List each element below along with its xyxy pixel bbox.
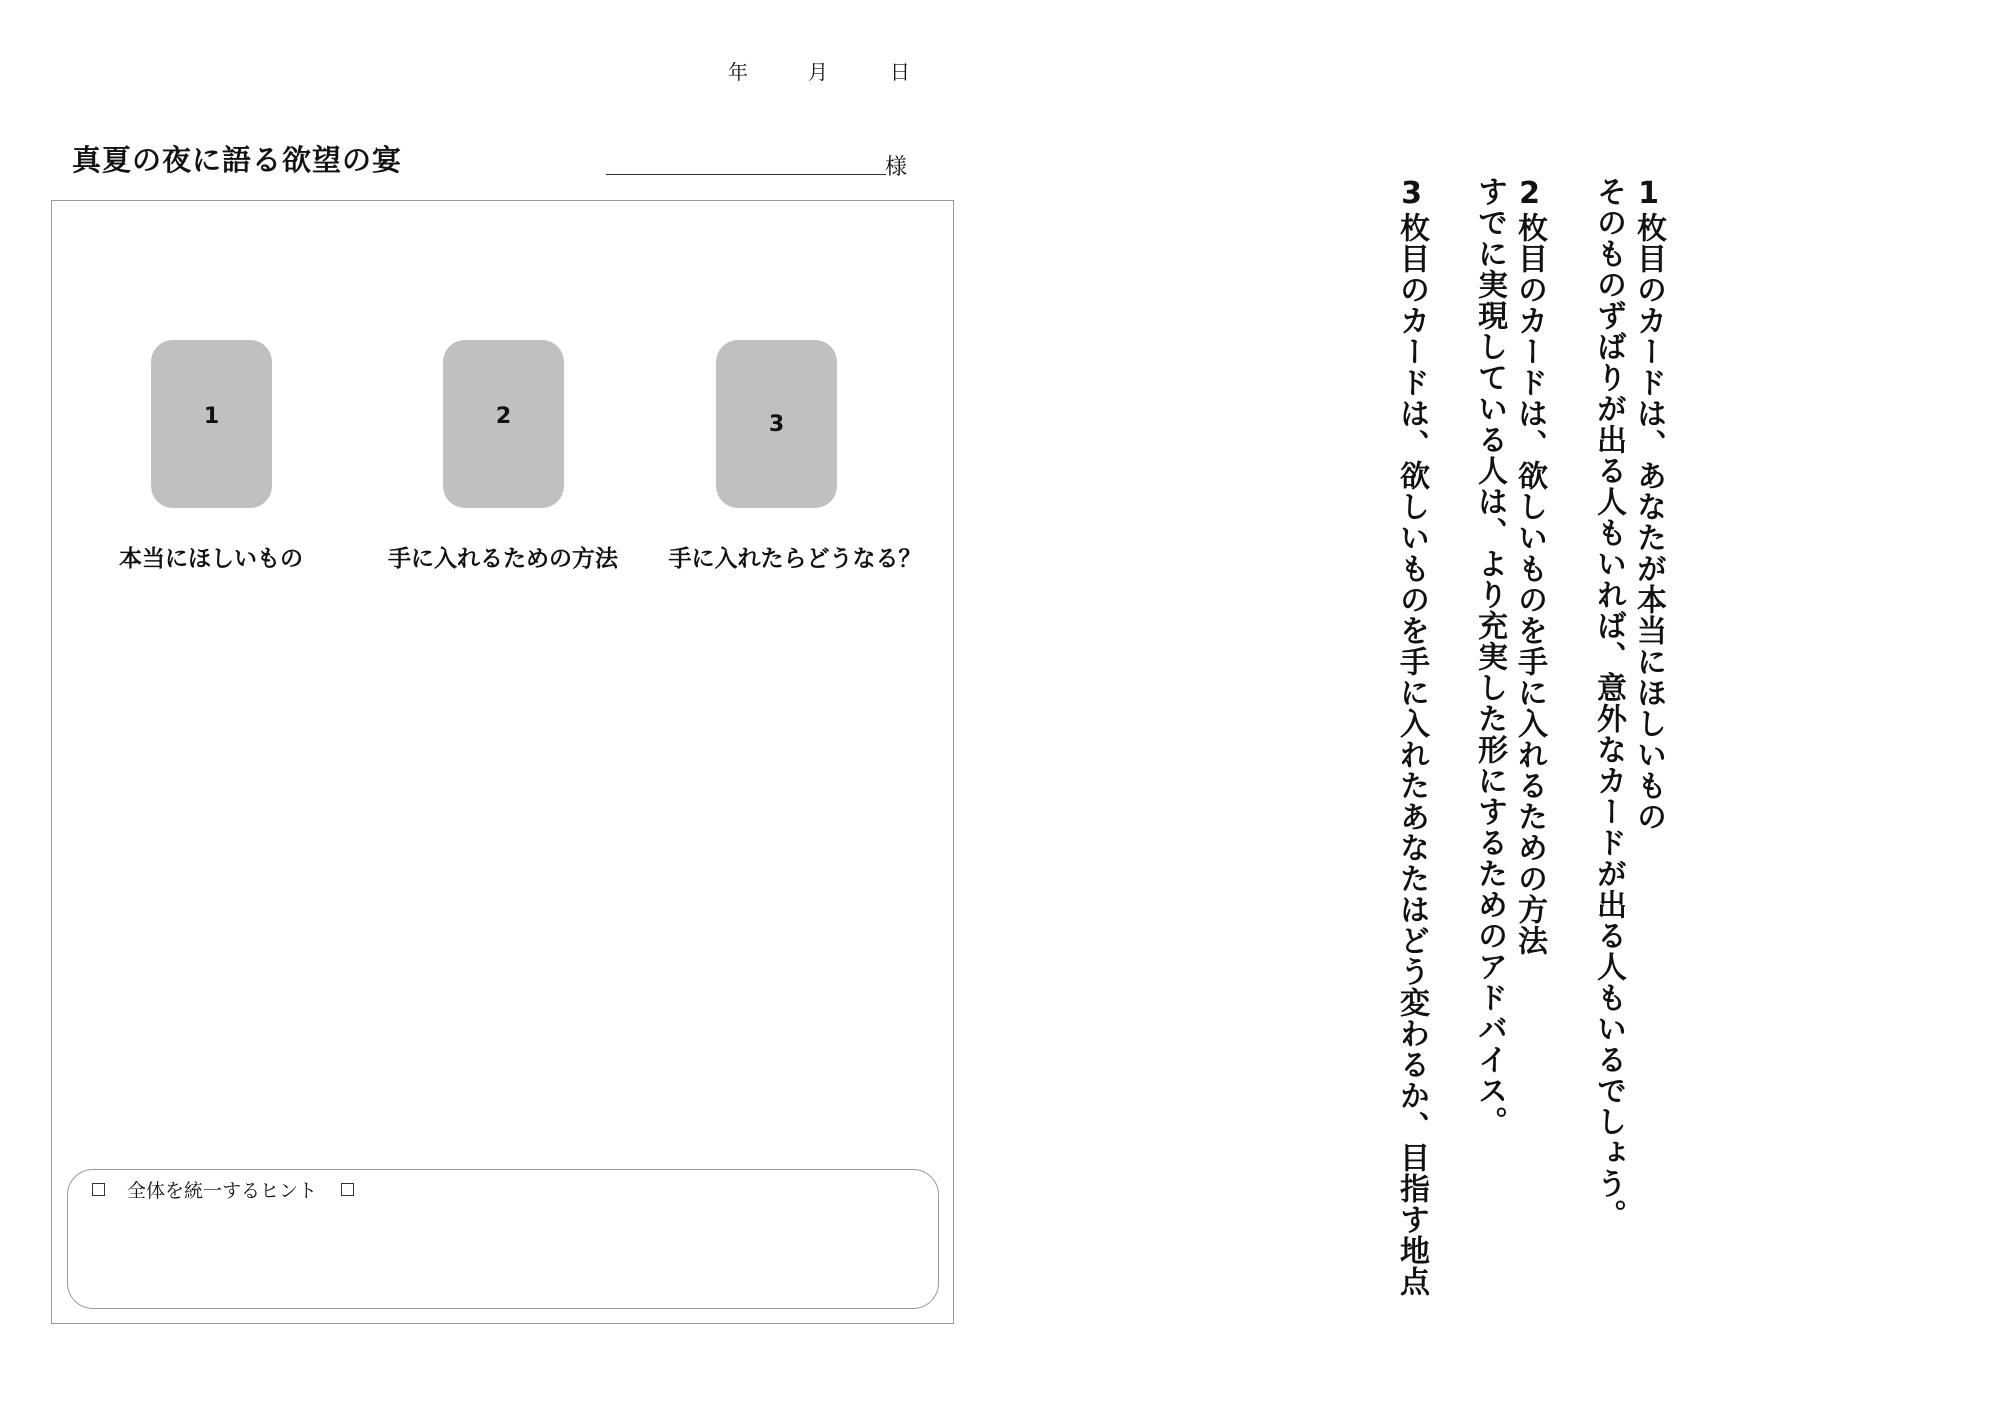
explanation-2-heading: 2枚目のカードは、欲しいものを手に入れるための方法 (1512, 176, 1547, 956)
hint-label: 全体を統一するヒント (127, 1180, 318, 1202)
name-field[interactable] (606, 150, 886, 175)
card-label-3: 手に入れたらどうなる？ (668, 546, 922, 572)
name-suffix: 様 (885, 155, 908, 180)
explanation-1-body: そのものずばりが出る人もいれば、意外なカードが出る人もいるでしょう。 (1591, 176, 1626, 1230)
checkbox-left[interactable] (92, 1183, 105, 1196)
spread-area (51, 200, 954, 1324)
card-label-2: 手に入れるための方法 (388, 546, 618, 572)
date-month-label: 月 (808, 60, 828, 84)
explanation-1-heading: 1枚目のカードは、あなたが本当にほしいもの (1631, 176, 1666, 832)
explanation-3-heading: 3枚目のカードは、欲しいものを手に入れたあなたはどう変わるか、目指す地点 (1394, 176, 1429, 1297)
hint-box[interactable] (67, 1169, 939, 1309)
date-line (720, 56, 920, 86)
card-label-1: 本当にほしいもの (119, 546, 303, 572)
card-number-3: 3 (768, 412, 785, 437)
page-title: 真夏の夜に語る欲望の宴 (72, 143, 403, 177)
card-number-1: 1 (203, 404, 220, 429)
card-number-2: 2 (495, 404, 512, 429)
card-slot-1 (151, 340, 272, 508)
date-day-label: 日 (890, 60, 910, 84)
card-slot-2 (443, 340, 564, 508)
card-slot-3 (716, 340, 837, 508)
hint-header (92, 1176, 354, 1203)
checkbox-right[interactable] (341, 1183, 354, 1196)
explanation-2-body: すでに実現している人は、より充実した形にするためのアドバイス。 (1472, 176, 1507, 1137)
date-year-label: 年 (728, 60, 748, 84)
